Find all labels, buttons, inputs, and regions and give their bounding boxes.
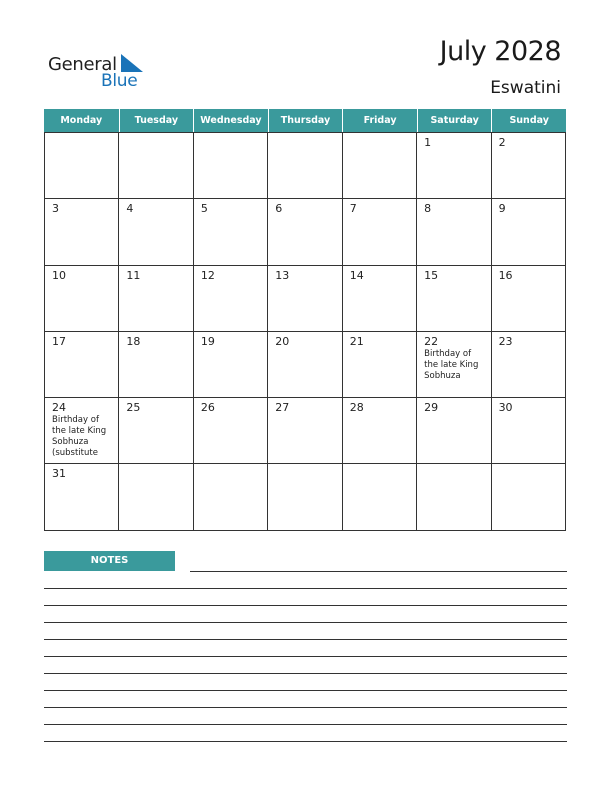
day-number: 31 xyxy=(52,467,66,481)
day-cell xyxy=(343,332,417,398)
day-cell xyxy=(45,199,119,265)
day-cell xyxy=(194,133,268,199)
day-number: 16 xyxy=(498,268,513,282)
day-cell xyxy=(119,199,193,265)
day-number: 3 xyxy=(52,202,59,216)
day-cell xyxy=(417,398,491,464)
day-cell xyxy=(194,332,268,398)
day-number: 20 xyxy=(275,334,290,348)
day-cell xyxy=(194,266,268,332)
day-number: 25 xyxy=(126,401,141,415)
notes-line xyxy=(44,673,567,674)
day-cell xyxy=(119,464,193,530)
day-cell xyxy=(194,199,268,265)
day-number: 12 xyxy=(200,268,215,282)
day-number: 24 xyxy=(52,401,66,415)
weekday-monday: Monday xyxy=(60,115,103,126)
day-cell xyxy=(194,398,268,464)
day-cell xyxy=(492,332,566,398)
logo-triangle-icon xyxy=(121,54,143,72)
day-cell xyxy=(343,199,417,265)
notes-line xyxy=(44,724,567,725)
day-cell xyxy=(194,464,268,530)
day-cell xyxy=(45,266,119,332)
day-cell xyxy=(417,133,491,199)
page-title: July 2028 xyxy=(439,36,561,67)
day-number: 15 xyxy=(424,268,439,282)
day-number: 5 xyxy=(200,202,208,216)
day-cell xyxy=(492,133,566,199)
day-number: 30 xyxy=(498,401,513,415)
day-number: 26 xyxy=(200,401,215,415)
day-number: 22 xyxy=(424,334,439,348)
day-number: 28 xyxy=(349,401,364,415)
day-cell xyxy=(119,398,193,464)
day-cell xyxy=(119,332,193,398)
country-name: Eswatini xyxy=(490,78,561,98)
day-cell xyxy=(268,133,342,199)
day-number: 13 xyxy=(275,268,290,282)
day-number: 21 xyxy=(349,334,364,348)
day-cell xyxy=(45,464,119,530)
calendar xyxy=(44,109,566,530)
day-cell xyxy=(268,266,342,332)
weekday-wednesday: Wednesday xyxy=(193,109,268,132)
weekday-thursday: Thursday xyxy=(268,109,343,132)
logo-word-blue: Blue xyxy=(101,71,138,91)
holiday-label: Birthday of the late King Sobhuza (substitute xyxy=(52,415,107,459)
day-cell xyxy=(492,398,566,464)
day-cell xyxy=(268,464,342,530)
day-number: 7 xyxy=(349,202,357,216)
day-cell xyxy=(343,398,417,464)
weekday-tuesday: Tuesday xyxy=(119,109,194,132)
day-cell xyxy=(45,398,119,464)
notes-line xyxy=(44,639,567,640)
notes-line xyxy=(44,656,567,657)
day-number: 1 xyxy=(424,136,432,149)
day-cell xyxy=(492,464,566,530)
calendar-grid xyxy=(44,132,566,531)
day-cell xyxy=(45,332,119,398)
day-number: 29 xyxy=(424,401,439,415)
day-cell xyxy=(45,133,119,199)
day-number: 18 xyxy=(126,334,141,348)
day-cell xyxy=(268,398,342,464)
day-cell xyxy=(119,266,193,332)
day-number: 10 xyxy=(52,268,66,282)
logo xyxy=(48,52,158,92)
day-number: 4 xyxy=(126,202,134,216)
notes-line xyxy=(44,690,567,691)
day-number: 2 xyxy=(498,136,506,149)
day-cell xyxy=(417,464,491,530)
day-cell xyxy=(343,266,417,332)
notes-line xyxy=(44,741,567,742)
notes-line xyxy=(44,605,567,606)
notes-line xyxy=(44,622,567,623)
day-number: 11 xyxy=(126,268,141,282)
logo-word-general: General xyxy=(48,54,117,75)
day-cell xyxy=(343,464,417,530)
day-number: 19 xyxy=(200,334,215,348)
holiday-label: Birthday of the late King Sobhuza xyxy=(424,348,479,381)
day-cell xyxy=(343,133,417,199)
weekday-friday: Friday xyxy=(342,109,417,132)
day-cell xyxy=(268,332,342,398)
day-number: 6 xyxy=(275,202,283,216)
notes-label: NOTES xyxy=(44,551,175,571)
day-number: 9 xyxy=(498,202,506,216)
day-number: 8 xyxy=(424,202,432,216)
day-cell xyxy=(492,199,566,265)
day-cell xyxy=(417,332,491,398)
day-cell xyxy=(417,266,491,332)
weekday-header-row xyxy=(44,109,566,132)
day-cell xyxy=(268,199,342,265)
day-cell xyxy=(119,133,193,199)
notes-line xyxy=(44,707,567,708)
notes-line xyxy=(190,571,567,572)
weekday-saturday: Saturday xyxy=(417,109,492,132)
day-number: 17 xyxy=(52,334,66,348)
notes-line xyxy=(44,588,567,589)
day-number: 23 xyxy=(498,334,513,348)
day-number: 27 xyxy=(275,401,290,415)
weekday-sunday: Sunday xyxy=(491,109,566,132)
day-cell xyxy=(417,199,491,265)
day-cell xyxy=(492,266,566,332)
day-number: 14 xyxy=(349,268,364,282)
